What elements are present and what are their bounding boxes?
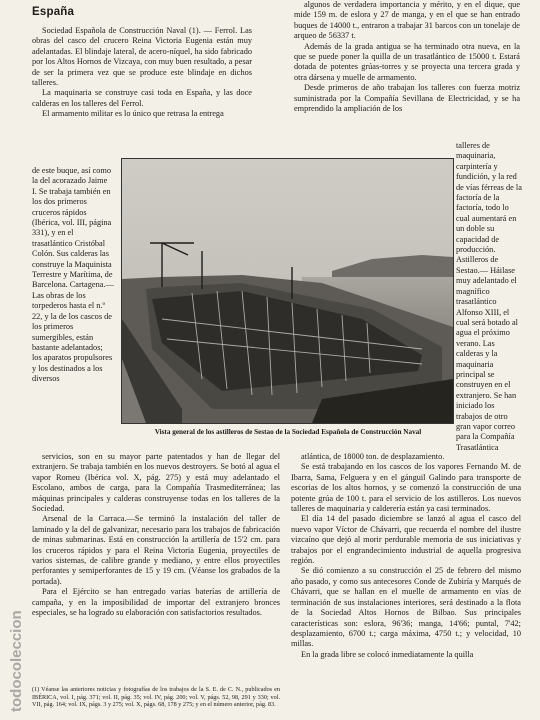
paragraph: Desde primeros de año trabajan los talleres con fuerza motriz suministrada por la Compañía Sevillana de Electricidad, y se ha emprendido la ampliación de los [294,83,520,114]
paragraph: talleres de maquinaria, carpintería y fundición, y la red de vías férreas de la factoría de la factoría, todo lo cual aumentará en un doble su capacidad de producción. Astilleros de Sestao.— Háilase muy adelantado el magnífico trasatlántico Alfonso XIII, el cual será botado al agua el próximo verano. Las calderas y la maquinaria principal se construyen en el extranjero. Se han iniciado los trabajos de otro gran vapor correo para la Compañía Trasatlántica [456,141,522,452]
section-header: España [32,6,75,18]
right-narrow-column [456,141,522,453]
paragraph: Sociedad Española de Construcción Naval (1). — Ferrol. Las obras del casco del crucero Reina Victoria Eugenia están muy adelantadas. El blindaje lateral, de acero-níquel, ha sido fabricado por los Altos Hornos de Vizcaya, con muy buen resultado, a pesar de ser la primera vez que se produce este blindaje en dichos talleres. [32,26,252,88]
watermark-text: todocoleccion [8,610,25,712]
paragraph: El armamento militar es lo único que retrasa la entrega [42,109,224,119]
left-narrow-column [32,166,114,385]
paragraph: La maquinaria se construye casi toda en España, y las doce calderas en los talleres del Ferrol. [32,88,252,108]
paragraph: Se está trabajando en los cascos de los vapores Fernando M. de Ibarra, Sama, Felguera y en el gánguil Galindo para transporte de escorias de los altos hornos, y se comenzó la construcción de una potente grúa de 100 t. para el servicio de los astilleros. Los nuevos talleres de maquinaria y calderería están ya casi terminados. [291,462,521,514]
shipyard-illustration [122,159,453,423]
paragraph: Además de la grada antigua se ha terminado otra nueva, en la que se puede poner la quilla de un trasatlántico de 15000 t. Estará dotada de potentes grúas-torres y se proyecta una tercera grada y otra dársena y muelle de armamento. [294,41,520,82]
left-column-top [32,26,252,120]
paragraph: En la grada libre se colocó inmediatamente la quilla [301,649,474,659]
paragraph: Se dió comienzo a su construcción el 25 de febrero del mismo año pasado, y como sus antecesores Conde de Zubiría y Marqués de Chávarri, que se hallan en el muelle de armamento en vías de terminación de sus instalaciones interiores, será destinado a la flota de la Sociedad Altos Hornos de Bilbao. Sus principales características son: eslora, 96'36; manga, 14'66; puntal, 7'42; desplazamiento, 6700 t.; carga máxima, 4750 t.; y velocidad, 10 millas. [291,566,521,649]
photo-caption: Vista general de los astilleros de Sestao de la Sociedad Española de Construcción Naval [154,428,422,436]
paragraph: de este buque, así como la del acorazado Jaime I. Se trabaja también en los dos primeros cruceros rápidos (Ibérica, vol. III, página 331), y en el trasatlántico Cristóbal Colón. Sus calderas las construye la Maquinista Terrestre y Marítima, de Barcelona. Cartagena.— Las obras de los torpederos hasta el n.º 22, y la de los cascos de los primeros sumergibles, están bastante adelantados; los aparatos propulsores y los destinados a los diversos [32,166,114,384]
paragraph: servicios, son en su mayor parte patentados y han de llegar del extranjero. Se trabaja también en los nuevos destroyers. Se botó al agua el vapor Romeu (Ibérica vol. X, pág. 275) y está muy adelantado el Escolano, ambos de carga, para la Compañía Trasmediterránea; las máquinas principales y calderas construyense todas en los talleres de la Sociedad. [32,452,280,514]
watermark [6,540,26,715]
footnote: (1) Véanse las anteriores noticias y fotografías de los trabajos de la S. E. de C. N., publicados en IBÉRICA, vol. I, pág. 371; vol. II, pág. 35; vol. IV, pág. 200; vol. V, págs. 52, 98, 291 y 330; vol. VII, pág. 164; vol. IX, págs. 3 y 275; vol. X, págs. 68, 178 y 275; y en el número anterior, pág. 83. [32,686,280,709]
paragraph: El día 14 del pasado diciembre se lanzó al agua el casco del nuevo vapor Víctor de Chávarri, que recuerda el nombre del ilustre vizcaíno que dejó al morir perdurable memoria de sus iniciativas y trabajos por el engrandecimiento industrial de aquella progresiva región. [291,514,521,566]
paragraph: algunos de verdadera importancia y mérito, y en el dique, que mide 159 m. de eslora y 27 de manga, y en el que se han entrado buques de 14000 t., entraron a trabajar 31 barcos con un tonelaje de arqueo de 56337 t. [294,0,520,41]
paragraph: Arsenal de la Carraca.—Se terminó la instalación del taller de laminado y la del de galvanizar, necesario para los trabajos de fabricación de minas submarinas. Está en construcción la artillería de 15'2 cm. para los cruceros rápidos y para el Reina Victoria Eugenia, proyectiles de varios sistemas, de calibre grande y mediano, y entre ellos proyectiles perforantes y semiperforantes de 15 y 19 cm. (Véanse los grabados de la portada). [32,514,280,586]
right-column-bottom [291,452,521,660]
shipyard-photo [121,158,454,424]
paragraph: Para el Ejército se han entregado varias baterías de artillería de campaña, y en la imposibilidad de importar del extranjero bronces especiales, se ha logrado su elaboración con satisfactorios resultados. [32,587,280,618]
left-column-bottom [32,452,280,619]
paragraph: atlántica, de 18000 ton. de desplazamiento. [301,452,445,461]
right-column-top [294,0,520,114]
